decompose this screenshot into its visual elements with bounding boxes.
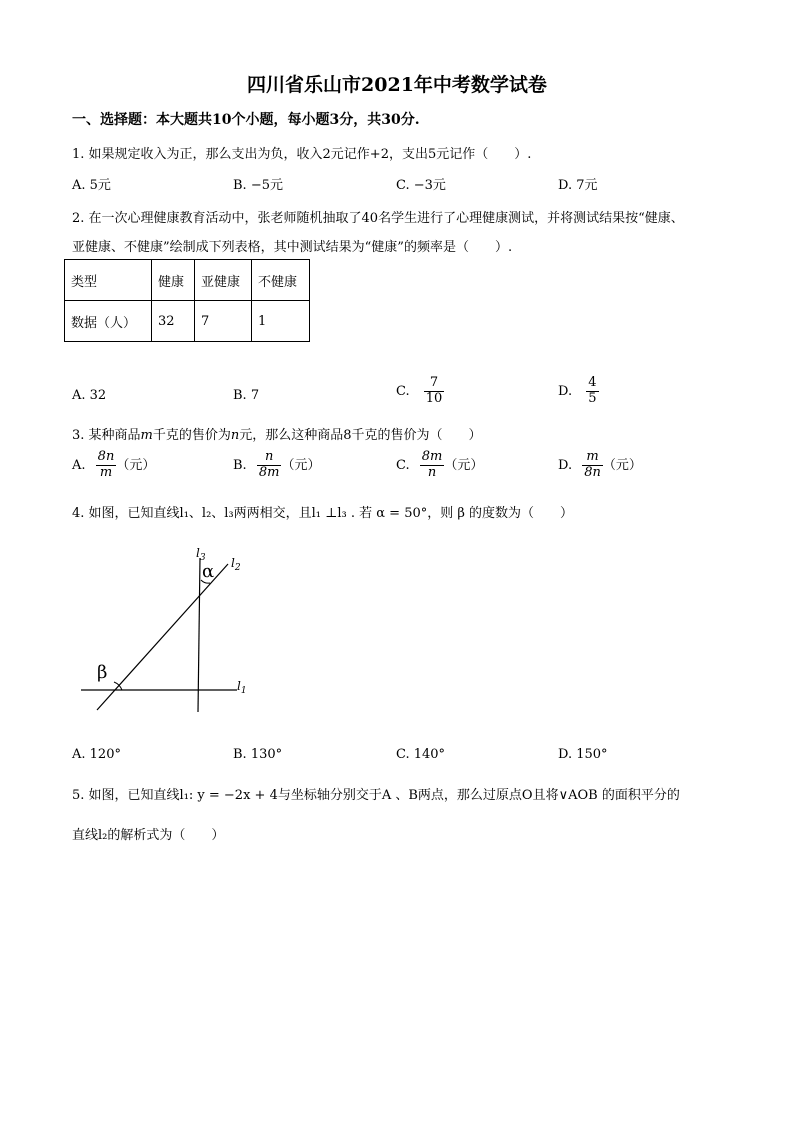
table-header-cell: 健康 [152,260,195,301]
fraction-numerator: n [257,450,282,466]
table-cell: 32 [152,301,195,342]
option-unit: （元） [444,457,484,473]
table-cell: 数据（人） [65,301,152,342]
q1-option-d: D. 7元 [558,178,598,193]
q2-option-c [396,376,444,407]
q3-option-d [558,450,642,481]
fraction-denominator: 8m [258,464,280,480]
section-heading: 一、选择题：本大题共10个小题，每小题3分，共30分. [72,112,420,128]
alpha-label: α [202,561,215,582]
q4-option-a: A. 120° [72,747,121,762]
q3-option-b [233,450,320,481]
fraction-denominator: 8n [584,464,601,480]
q3-stem-part: 元，那么这种商品8千克的售价为（ ） [239,428,482,443]
q2-option-b: B. 7 [233,388,260,403]
q2-stem-line2: 亚健康、不健康”绘制成下列表格，其中测试结果为“健康”的频率是（ ）. [72,240,513,255]
q4-option-d: D. 150° [558,747,608,762]
q4-option-b: B. 130° [233,747,283,762]
label-l3: $l_3$ [196,546,206,563]
fraction-denominator: 10 [425,390,443,406]
fraction-numerator: 8m [421,449,443,464]
variable-n: n [230,428,240,443]
option-label: A. [72,457,86,473]
q1-stem: 1. 如果规定收入为正，那么支出为负，收入2元记作+2，支出5元记作（ ）. [72,147,532,162]
fraction [420,450,445,481]
fraction [586,376,598,407]
q1-option-a: A. 5元 [72,178,111,193]
option-unit: （元） [602,457,642,473]
q2-table [64,259,310,342]
table-cell: 1 [252,301,310,342]
q5-stem-line1: 5. 如图，已知直线l₁: y = −2x + 4与坐标轴分别交于A 、B两点，那么过原点O且将∨AOB 的面积平分的 [72,788,680,803]
option-label: B. [233,457,247,473]
option-label: C. [396,457,410,473]
option-unit: （元） [281,457,321,473]
q4-option-c: C. 140° [396,747,446,762]
q1-option-b: B. −5元 [233,178,283,193]
option-label: D. [558,383,573,399]
beta-label: β [97,662,108,683]
q3-stem-part: 3. 某种商品 [72,428,141,443]
fraction-denominator: m [99,464,113,480]
option-unit: （元） [116,457,156,473]
fraction-numerator: 7 [424,376,445,392]
q4-stem: 4. 如图，已知直线l₁、l₂、l₃两两相交，且l₁ ⊥l₃ . 若 α = 50°，则 β 的度数为（ ） [72,506,574,521]
fraction-denominator: 5 [588,390,597,406]
variable-m: m [140,428,153,443]
q3-stem-part: 千克的售价为 [152,428,231,443]
label-l2: $l_2$ [231,556,241,573]
q4-figure [60,540,260,720]
q3-option-a [72,450,155,481]
q5-stem-line2: 直线l₂的解析式为（ ） [72,828,225,843]
option-label: C. [396,383,410,399]
table-header-cell: 不健康 [252,260,310,301]
q1-option-c: C. −3元 [396,178,446,193]
page-title: 四川省乐山市2021年中考数学试卷 [247,74,547,96]
q2-stem-line1: 2. 在一次心理健康教育活动中，张老师随机抽取了40名学生进行了心理健康测试，并将测试结果按“健康、 [72,211,684,226]
table-header-cell: 类型 [65,260,152,301]
q2-option-a: A. 32 [72,388,107,403]
fraction-numerator: 4 [588,375,597,390]
q3-stem [72,424,482,443]
q2-option-d [558,376,599,407]
option-label: D. [558,457,573,473]
fraction-denominator: n [427,464,437,480]
table-header-cell: 亚健康 [195,260,252,301]
line-l3 [198,558,200,712]
line-l2 [97,564,228,710]
fraction [96,450,117,481]
q3-option-c [396,450,483,481]
table-row [65,301,310,342]
label-l1: $l_1$ [237,679,247,696]
fraction [424,376,445,407]
fraction [582,450,603,481]
fraction [257,450,282,481]
table-header-row [65,260,310,301]
fraction-numerator: 8n [97,449,115,464]
fraction-numerator: m [582,450,603,466]
table-cell: 7 [195,301,252,342]
